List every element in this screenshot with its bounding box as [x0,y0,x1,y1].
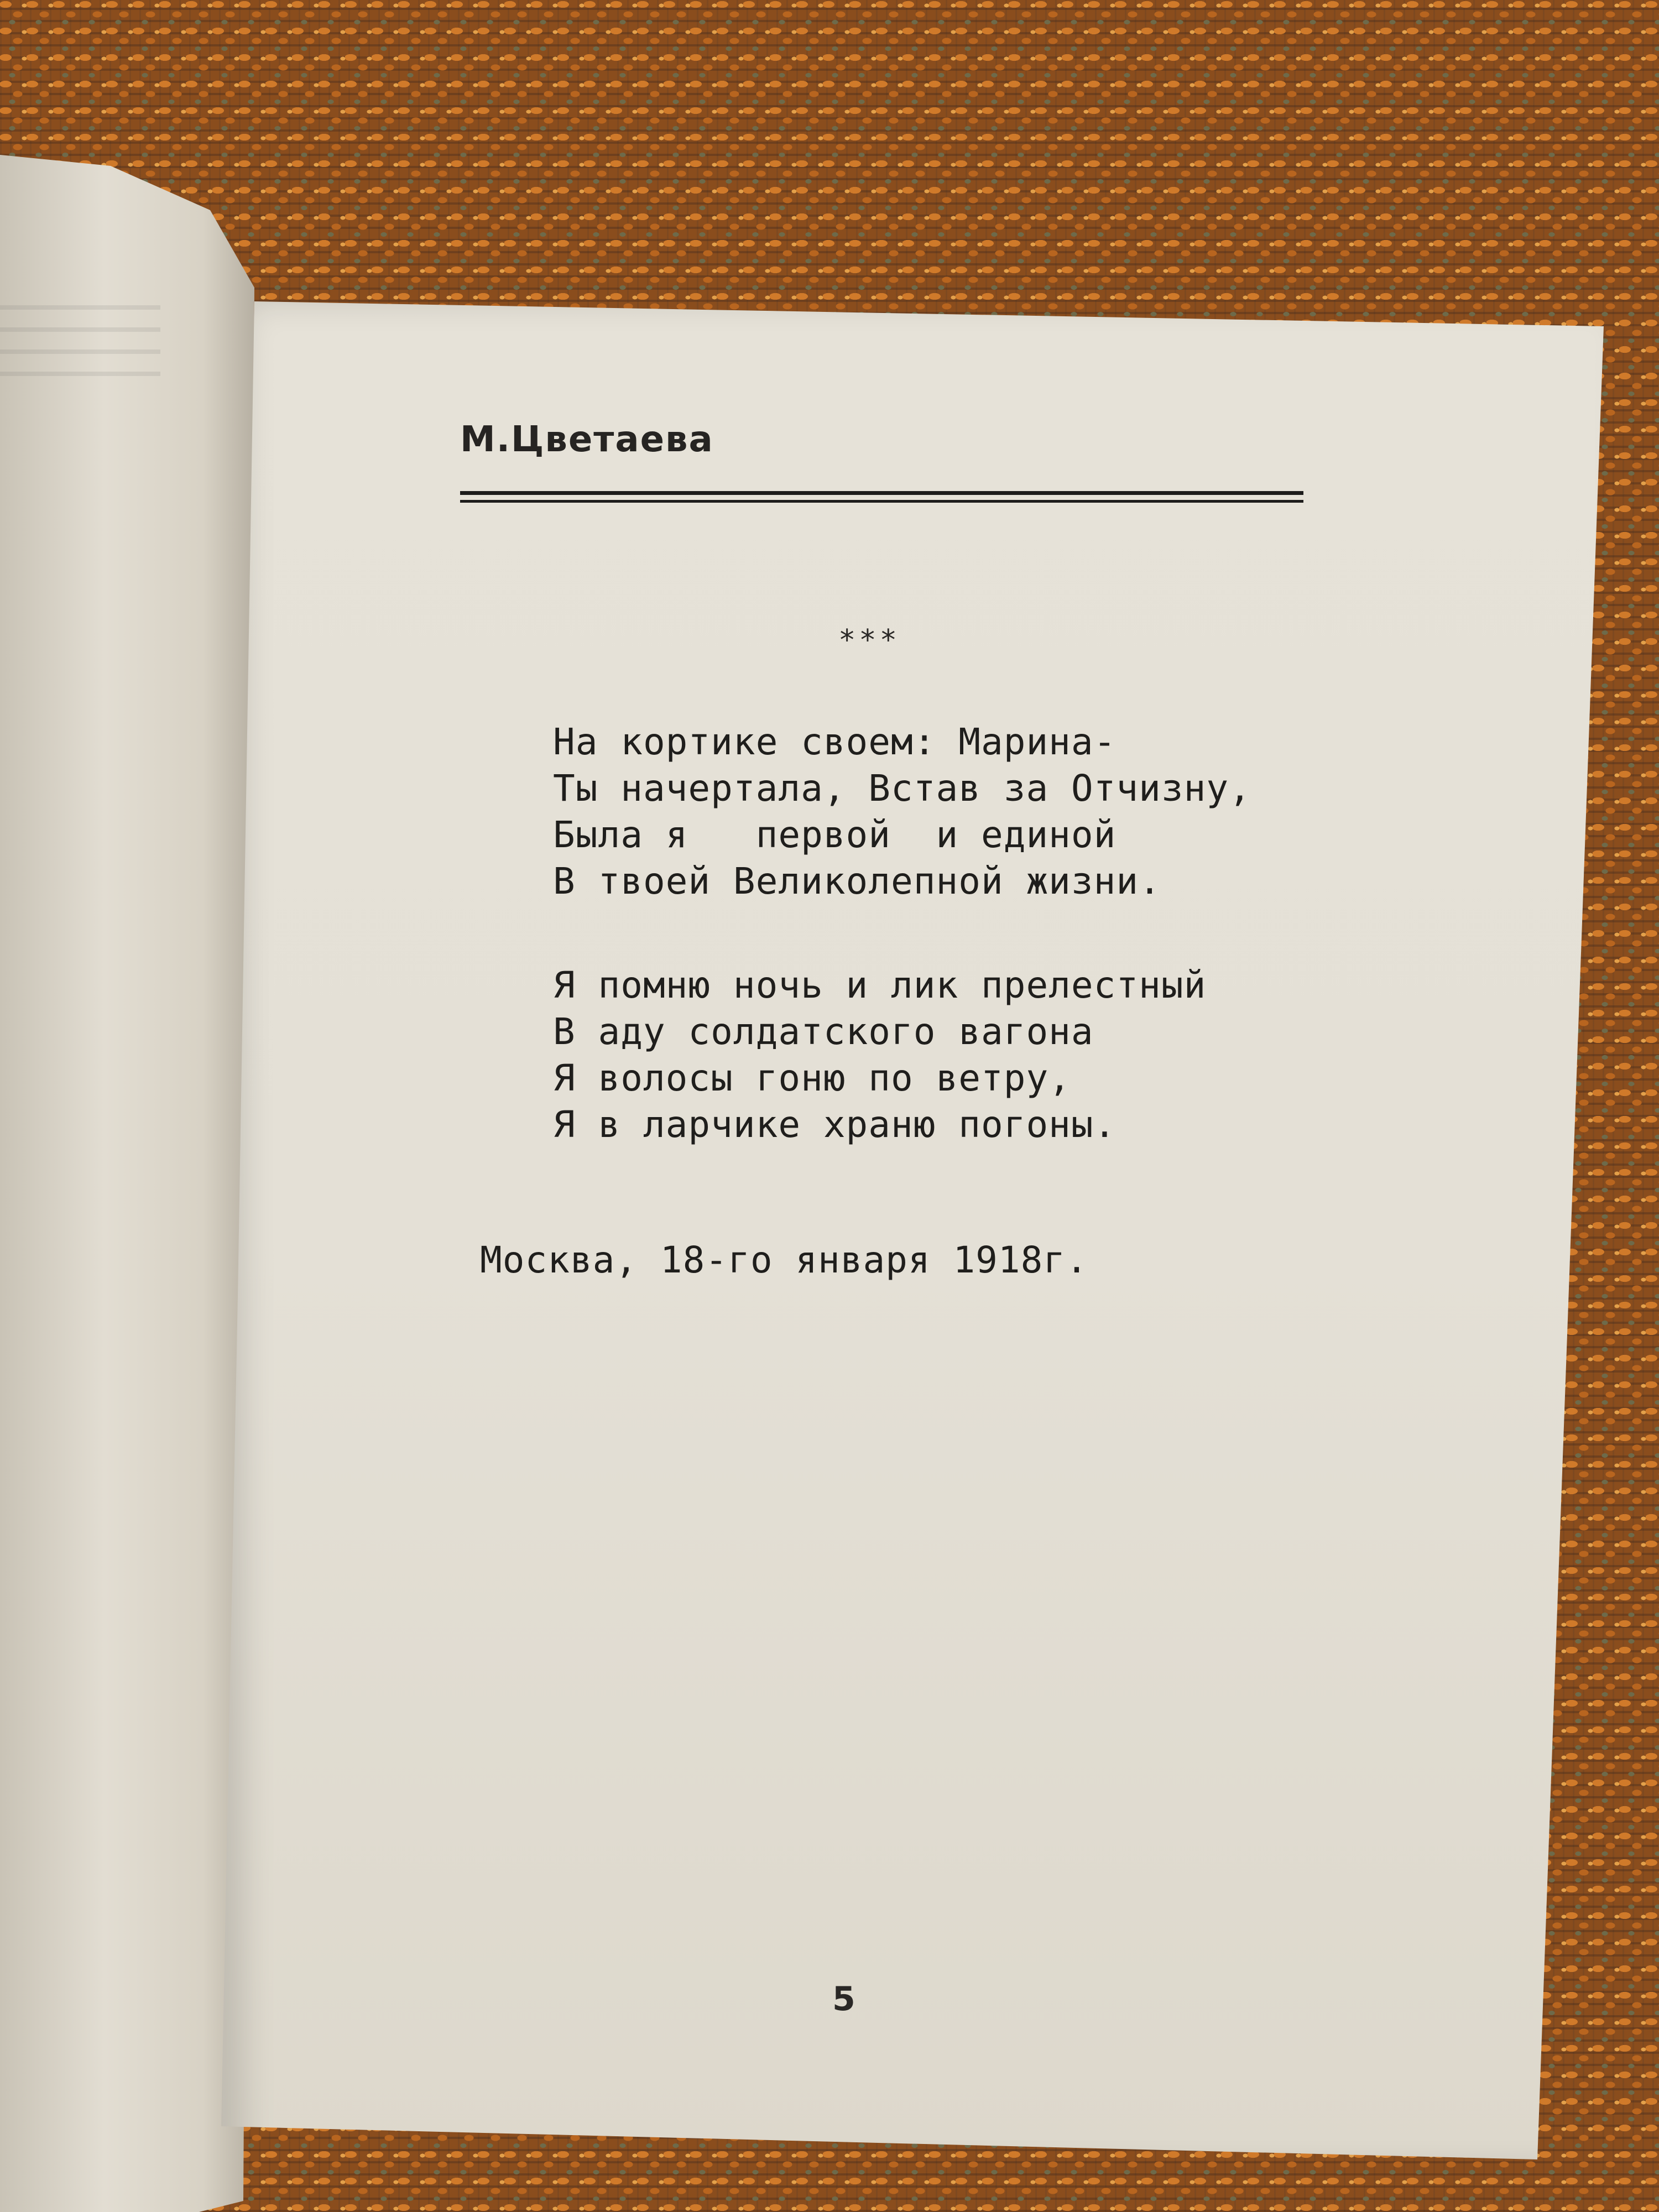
poem-line: Была я первой и единой [553,813,1117,856]
poem-dateline: Москва, 18-го января 1918г. [480,1239,1088,1281]
author-heading: М.Цветаева [460,419,714,460]
stanza-1 [553,719,1251,905]
poem-line: Я волосы гоню по ветру, [553,1057,1071,1099]
poem-line: Я в ларчике храню погоны. [553,1103,1117,1146]
poem-line: В аду солдатского вагона [553,1010,1094,1053]
book-page [221,301,1604,2171]
poem-line: В твоей Великолепной жизни. [553,860,1161,902]
page-number: 5 [832,1980,855,2018]
poem-line: Ты начертала, Встав за Отчизну, [553,767,1251,810]
heading-rule-thick [460,491,1303,495]
left-book-page [0,0,260,2212]
stanza-2 [553,962,1206,1148]
bleed-through-text [0,299,160,376]
poem-line: Я помню ночь и лик прелестный [553,964,1207,1006]
poem-separator: *** [838,624,900,657]
heading-rule-thin [460,500,1303,503]
poem-line: На кортике своем: Марина- [553,721,1117,763]
